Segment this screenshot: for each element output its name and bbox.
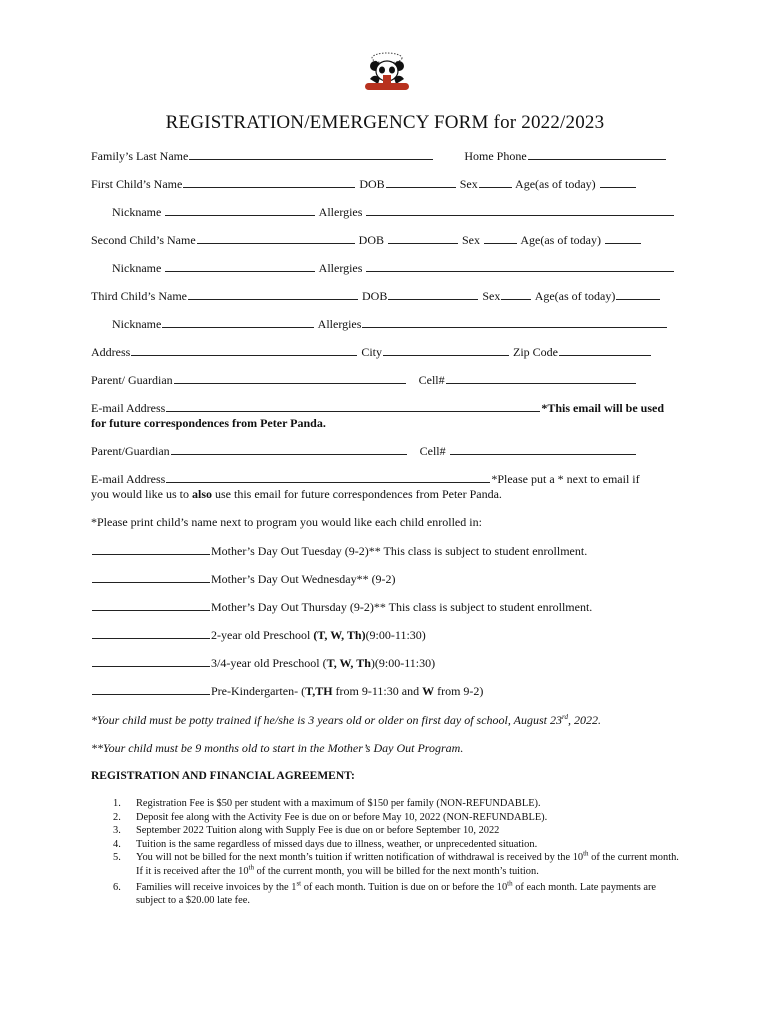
address-field[interactable] xyxy=(131,345,357,356)
family-last-name-field[interactable] xyxy=(189,149,433,160)
list-item: 6. Families will receive invoices by the 1st of each month. Tuition is due on or before the 10th of each month. Late payments are subject to a $20.00 late fee. xyxy=(113,879,657,907)
email-2-field[interactable] xyxy=(166,472,490,483)
zip-code-field[interactable] xyxy=(559,345,651,356)
program-row: Mother’s Day Out Wednesday** (9-2) xyxy=(91,572,396,587)
second-child-age-field[interactable] xyxy=(605,233,641,244)
program-row: Mother’s Day Out Tuesday (9-2)** This class is subject to student enrollment. xyxy=(91,544,587,559)
third-child-age-field[interactable] xyxy=(616,289,660,300)
agreement-terms xyxy=(113,797,683,908)
first-child-nickname-field[interactable] xyxy=(165,205,315,216)
program-row: Mother’s Day Out Thursday (9-2)** This class is subject to student enrollment. xyxy=(91,600,592,615)
second-child-nickname-field[interactable] xyxy=(165,261,315,272)
home-phone-field[interactable] xyxy=(528,149,666,160)
first-child-allergies-field[interactable] xyxy=(366,205,674,216)
third-child-details-row: Nickname Allergies xyxy=(112,317,668,332)
program-child-name-field[interactable] xyxy=(92,600,210,611)
email-2-note: you would like us to also use this email for future correspondences from Peter Panda. xyxy=(91,487,502,501)
city-field[interactable] xyxy=(383,345,509,356)
third-child-nickname-field[interactable] xyxy=(162,317,314,328)
list-item: 1. Registration Fee is $50 per student with a maximum of $150 per family (NON-REFUNDABLE). xyxy=(113,798,541,809)
list-item: 5. You will not be billed for the next month’s tuition if written notification of withdrawal is received by the 10th of the current month. If it is received after the 10th of the current month, you will be billed for the next month’s tuition. xyxy=(113,849,679,877)
third-child-allergies-field[interactable] xyxy=(362,317,667,328)
program-row: 2-year old Preschool (T, W, Th)(9:00-11:30) xyxy=(91,628,426,643)
email-2-row: E-mail Address *Please put a * next to email if xyxy=(91,472,640,486)
cell-1-field[interactable] xyxy=(446,373,636,384)
parent-2-row: Parent/Guardian Cell# xyxy=(91,444,637,459)
second-child-name-field[interactable] xyxy=(197,233,355,244)
first-child-dob-field[interactable] xyxy=(386,177,456,188)
program-child-name-field[interactable] xyxy=(92,572,210,583)
third-child-dob-field[interactable] xyxy=(388,289,478,300)
program-instruction: *Please print child’s name next to program you would like each child enrolled in: xyxy=(91,515,482,529)
program-child-name-field[interactable] xyxy=(92,684,210,695)
email-1-field[interactable] xyxy=(166,401,540,412)
second-child-allergies-field[interactable] xyxy=(366,261,674,272)
first-child-age-field[interactable] xyxy=(600,177,636,188)
email-1-row: E-mail Address *This email will be used xyxy=(91,401,665,415)
program-row: 3/4-year old Preschool (T, W, Th)(9:00-11:30) xyxy=(91,656,435,671)
cell-2-field[interactable] xyxy=(450,444,636,455)
list-item: 3. September 2022 Tuition along with Supply Fee is due on or before September 10, 2022 xyxy=(113,825,500,837)
list-item: 4. Tuition is the same regardless of missed days due to illness, weather, or unprecedented situation. xyxy=(113,838,538,850)
potty-note: *Your child must be potty trained if he/she is 3 years old or older on first day of school, August 23rd, 2022. xyxy=(91,713,601,727)
family-row: Family’s Last Name Home Phone xyxy=(91,149,667,164)
address-row: Address City Zip Code xyxy=(91,345,652,360)
third-child-sex-field[interactable] xyxy=(501,289,531,300)
second-child-row: Second Child’s Name DOB Sex Age(as of today) xyxy=(91,233,642,248)
list-item: 2. Deposit fee along with the Activity Fee is due on or before May 10, 2022 (NON-REFUNDABLE). xyxy=(113,811,548,823)
page-title: REGISTRATION/EMERGENCY FORM for 2022/2023 xyxy=(165,112,605,133)
parent-guardian-2-field[interactable] xyxy=(171,444,407,455)
first-child-sex-field[interactable] xyxy=(479,177,512,188)
email-1-note: for future correspondences from Peter Panda. xyxy=(91,416,326,430)
program-child-name-field[interactable] xyxy=(92,628,210,639)
first-child-name-field[interactable] xyxy=(183,177,355,188)
first-child-row: First Child’s Name DOB Sex Age(as of today) xyxy=(91,177,637,192)
parent-1-row: Parent/ Guardian Cell# xyxy=(91,373,637,388)
second-child-dob-field[interactable] xyxy=(388,233,458,244)
first-child-details-row: Nickname Allergies xyxy=(112,205,675,220)
mdo-note: **Your child must be 9 months old to start in the Mother’s Day Out Program. xyxy=(91,741,464,755)
second-child-details-row: Nickname Allergies xyxy=(112,261,675,276)
second-child-sex-field[interactable] xyxy=(484,233,517,244)
agreement-heading: REGISTRATION AND FINANCIAL AGREEMENT: xyxy=(91,770,355,782)
program-row: Pre-Kindergarten- (T,TH from 9-11:30 and W from 9-2) xyxy=(91,684,483,699)
program-child-name-field[interactable] xyxy=(92,544,210,555)
third-child-name-field[interactable] xyxy=(188,289,358,300)
third-child-row: Third Child’s Name DOB Sex Age(as of today) xyxy=(91,289,661,304)
program-child-name-field[interactable] xyxy=(92,656,210,667)
panda-logo-icon xyxy=(360,46,414,92)
parent-guardian-1-field[interactable] xyxy=(174,373,406,384)
